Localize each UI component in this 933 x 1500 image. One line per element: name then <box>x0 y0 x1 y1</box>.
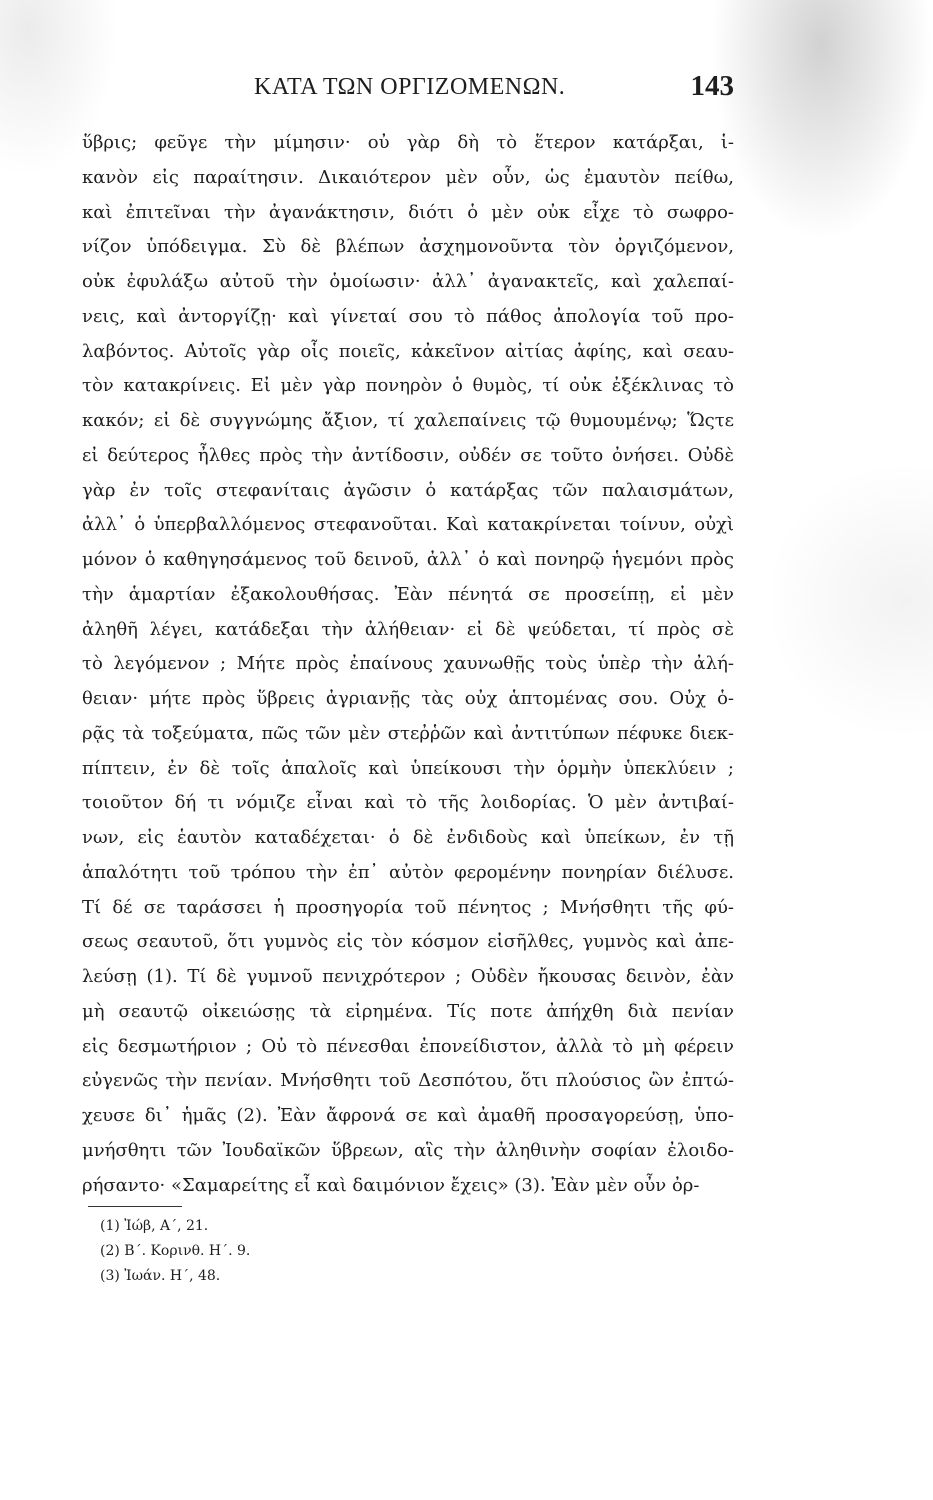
text-line: γὰρ ἐν τοῖς στεφανίταις ἀγῶσιν ὁ κατάρξας τῶν παλαισμάτων, <box>82 479 734 501</box>
text-line: λαβόντος. Αὐτοῖς γὰρ οἷς ποιεῖς, κἀκεῖνον αἰτίας ἀφίης, καὶ σεαυ- <box>82 340 734 362</box>
text-line: λεύσῃ (1). Τί δὲ γυμνοῦ πενιχρότερον ; Οὐδὲν ἤκουσας δεινὸν, ἐὰν <box>82 966 734 987</box>
text-line: εἰ δεύτερος ἦλθες πρὸς τὴν ἀντίδοσιν, οὐδέν σε τοῦτο ὀνήσει. Οὐδὲ <box>82 444 734 466</box>
text-line: κακόν; εἰ δὲ συγγνώμης ἄξιον, τί χαλεπαίνεις τῷ θυμουμένῳ; Ὥςτε <box>82 410 734 431</box>
running-title: ΚΑΤΑ ΤΩΝ ΟΡΓΙΖΟΜΕΝΩΝ. <box>254 74 566 100</box>
footnote-rule <box>88 1206 182 1207</box>
text-line: Τί δέ σε ταράσσει ἡ προσηγορία τοῦ πένητος ; Μνήσθητι τῆς φύ- <box>82 896 734 918</box>
text-line: μνήσθητι τῶν Ἰουδαϊκῶν ὕβρεων, αἳς τὴν ἀληθινὴν σοφίαν ἐλοιδο- <box>82 1139 734 1161</box>
text-line: χευσε δι᾽ ἡμᾶς (2). Ἐὰν ἄφρονά σε καὶ ἀμαθῆ προσαγορεύσῃ, ὑπο- <box>82 1105 734 1126</box>
text-line: τὴν ἁμαρτίαν ἐξακολουθήσας. Ἐὰν πένητά σε προσείπῃ, εἰ μὲν <box>82 583 734 605</box>
text-line: κανὸν εἰς παραίτησιν. Δικαιότερον μὲν οὖν, ὡς ἐμαυτὸν πείθω, <box>82 166 734 188</box>
text-line: εὐγενῶς τὴν πενίαν. Μνήσθητι τοῦ Δεσπότου, ὅτι πλούσιος ὢν ἐπτώ- <box>82 1070 734 1092</box>
text-line: οὐκ ἐφυλάξω αὐτοῦ τὴν ὁμοίωσιν· ἀλλ᾽ ἀγανακτεῖς, καὶ χαλεπαί- <box>82 271 734 292</box>
text-line: ρᾷς τὰ τοξεύματα, πῶς τῶν μὲν στεῤῥῶν καὶ ἀντιτύπων πέφυκε διεκ- <box>82 722 734 744</box>
body-text <box>82 126 734 1203</box>
text-line: τὸ λεγόμενον ; Μήτε πρὸς ἐπαίνους χαυνωθῇς τοὺς ὑπὲρ τὴν ἀλή- <box>82 653 734 675</box>
footnotes <box>100 1214 250 1289</box>
footnote: (3) Ἰωάν. Η΄, 48. <box>100 1268 221 1284</box>
footnote: (2) Β΄. Κορινθ. Η΄. 9. <box>100 1243 251 1259</box>
text-line: εἰς δεσμωτήριον ; Οὐ τὸ πένεσθαι ἐπονείδιστον, ἀλλὰ τὸ μὴ φέρειν <box>82 1035 734 1057</box>
text-line: νίζον ὑπόδειγμα. Σὺ δὲ βλέπων ἀσχημονοῦντα τὸν ὀργιζόμενον, <box>82 236 734 258</box>
text-line: ἀλλ᾽ ὁ ὑπερβαλλόμενος στεφανοῦται. Καὶ κατακρίνεται τοίνυν, οὐχὶ <box>82 514 734 536</box>
text-line: ὕβρις; φεῦγε τὴν μίμησιν· οὐ γὰρ δὴ τὸ ἕτερον κατάρξαι, ἱ- <box>82 132 734 153</box>
text-line: μὴ σεαυτῷ οἰκειώσῃς τὰ εἰρημένα. Τίς ποτε ἀπήχθη διὰ πενίαν <box>82 1000 734 1022</box>
page-header <box>82 70 734 110</box>
text-line: σεως σεαυτοῦ, ὅτι γυμνὸς εἰς τὸν κόσμον εἰσῆλθες, γυμνὸς καὶ ἀπε- <box>82 931 734 953</box>
footnote: (1) Ἰώβ, Α΄, 21. <box>100 1218 209 1234</box>
text-line: ἁπαλότητι τοῦ τρόπου τὴν ἐπ᾽ αὐτὸν φερομένην πονηρίαν διέλυσε. <box>82 861 734 883</box>
text-line: θειαν· μήτε πρὸς ὕβρεις ἀγριανῇς τὰς οὐχ ἁπτομένας σου. Οὐχ ὁ- <box>82 688 734 709</box>
text-line: τὸν κατακρίνεις. Εἰ μὲν γὰρ πονηρὸν ὁ θυμὸς, τί οὐκ ἐξέκλινας τὸ <box>82 375 734 397</box>
text-line: ρήσαντο· «Σαμαρείτης εἶ καὶ δαιμόνιον ἔχεις» (3). Ἐὰν μὲν οὖν ὀρ- <box>82 1174 700 1196</box>
text-line: νων, εἰς ἑαυτὸν καταδέχεται· ὁ δὲ ἐνδιδοὺς καὶ ὑπείκων, ἐν τῇ <box>82 827 734 848</box>
text-line: πίπτειν, ἐν δὲ τοῖς ἁπαλοῖς καὶ ὑπείκουσι τὴν ὁρμὴν ὑπεκλύειν ; <box>82 757 734 779</box>
text-line: ἀληθῆ λέγει, κατάδεξαι τὴν ἀλήθειαν· εἰ δὲ ψεύδεται, τί πρὸς σὲ <box>82 618 734 640</box>
text-line: νεις, καὶ ἀντοργίζῃ· καὶ γίνεταί σου τὸ πάθος ἀπολογία τοῦ προ- <box>82 305 734 327</box>
text-line: καὶ ἐπιτεῖναι τὴν ἀγανάκτησιν, διότι ὁ μὲν οὐκ εἶχε τὸ σωφρο- <box>82 201 734 223</box>
text-line: τοιοῦτον δή τι νόμιζε εἶναι καὶ τὸ τῆς λοιδορίας. Ὁ μὲν ἀντιβαί- <box>82 792 734 814</box>
page-number: 143 <box>690 70 734 102</box>
text-line: μόνον ὁ καθηγησάμενος τοῦ δεινοῦ, ἀλλ᾽ ὁ καὶ πονηρῷ ἡγεμόνι πρὸς <box>82 549 734 570</box>
